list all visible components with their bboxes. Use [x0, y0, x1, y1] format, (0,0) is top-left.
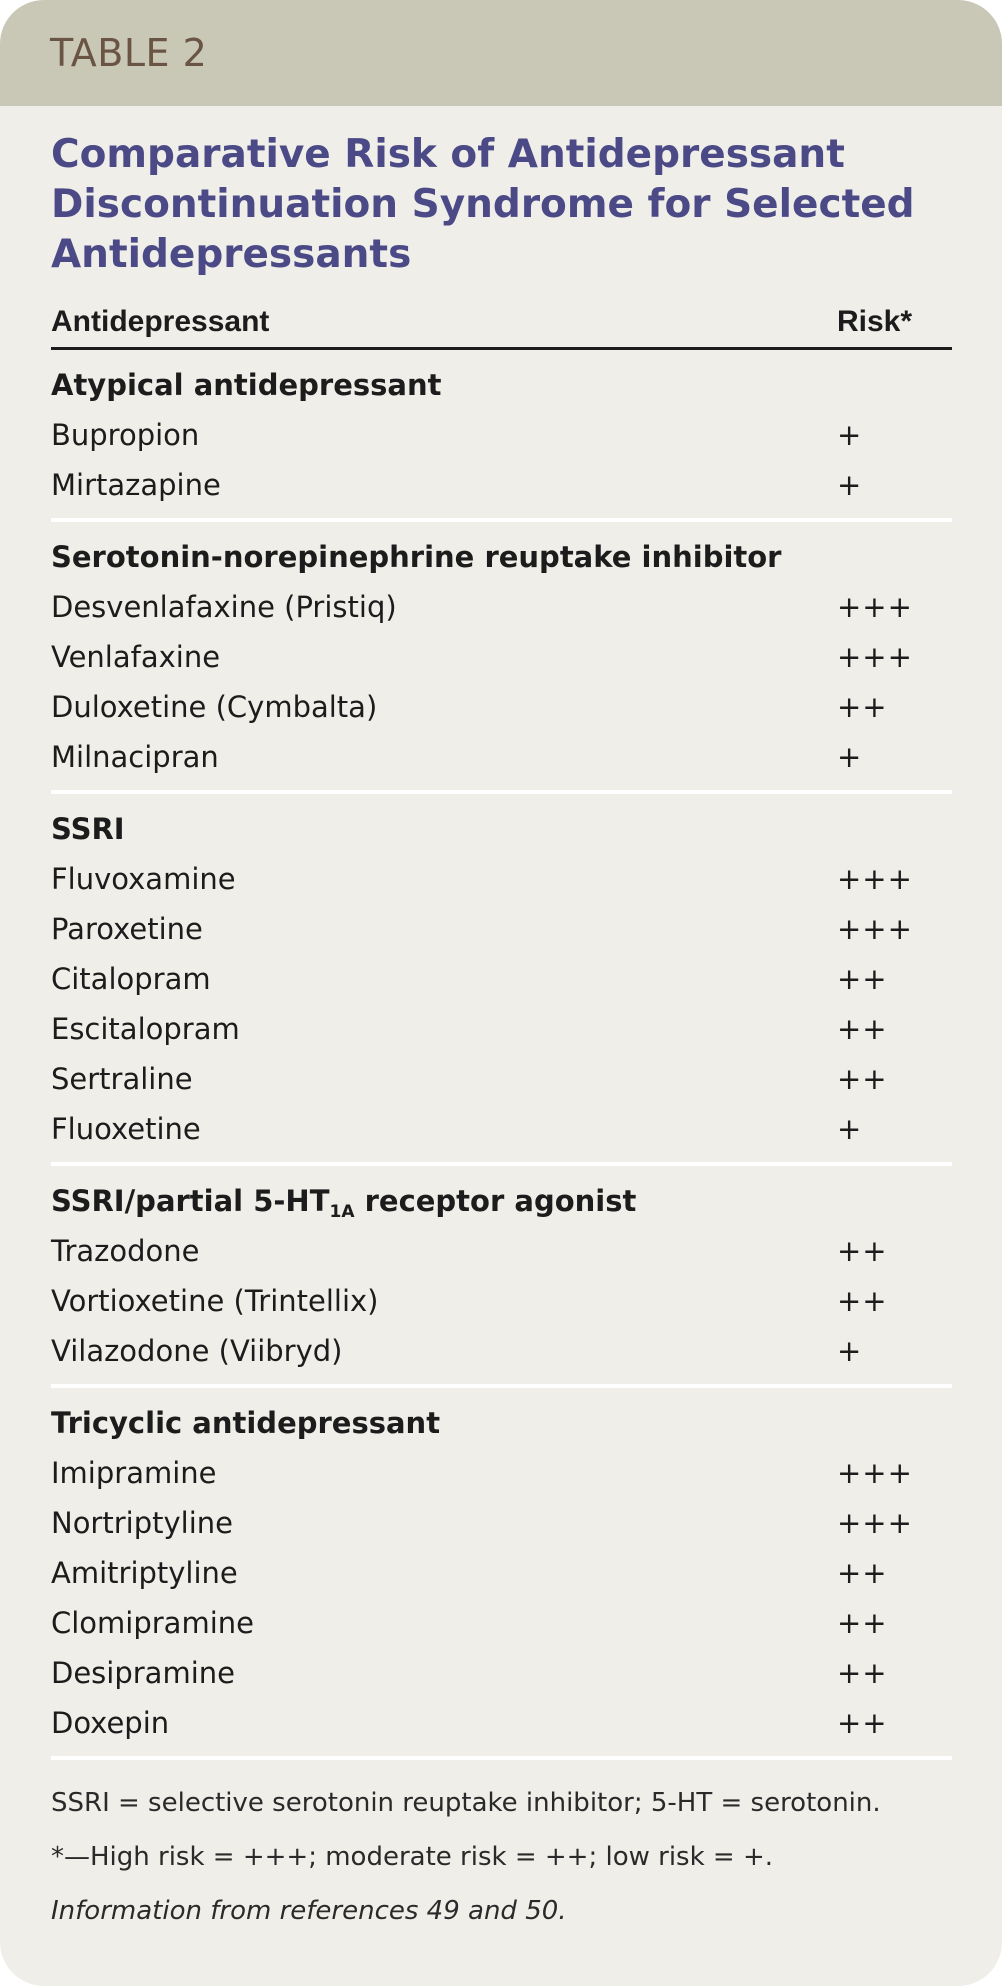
table-label: TABLE 2 [50, 31, 208, 75]
group-title-post: receptor agonist [354, 1184, 637, 1218]
risk-value: ++ [837, 1284, 888, 1318]
table-row [51, 1054, 952, 1104]
group-ssri [51, 804, 952, 1154]
risk-value: ++ [837, 1556, 888, 1590]
risk-value: ++ [837, 1706, 888, 1740]
drug-name: Doxepin [51, 1706, 170, 1740]
drug-name: Sertraline [51, 1062, 193, 1096]
risk-value: + [837, 418, 863, 452]
drug-name: Imipramine [51, 1456, 217, 1490]
table-row [51, 410, 952, 460]
column-header-row [51, 302, 952, 350]
risk-value: ++ [837, 1012, 888, 1046]
group-divider [51, 518, 952, 522]
table-row [51, 1698, 952, 1748]
drug-name: Clomipramine [51, 1606, 254, 1640]
risk-value: ++ [837, 1656, 888, 1690]
table-row [51, 1648, 952, 1698]
footnote-abbreviations: SSRI = selective serotonin reuptake inhibitor; 5-HT = serotonin. [51, 1788, 881, 1818]
drug-name: Desvenlafaxine (Pristiq) [51, 590, 397, 624]
table-row [51, 1104, 952, 1154]
drug-name: Trazodone [51, 1234, 200, 1268]
table-row [51, 1448, 952, 1498]
drug-name: Mirtazapine [51, 468, 221, 502]
risk-value: ++ [837, 1606, 888, 1640]
drug-name: Milnacipran [51, 740, 219, 774]
group-divider [51, 790, 952, 794]
group-snri [51, 532, 952, 782]
risk-value: ++ [837, 962, 888, 996]
table-footnotes [51, 1776, 952, 1938]
footnote-source: Information from references 49 and 50. [51, 1896, 567, 1926]
group-title: SSRI [51, 812, 125, 846]
drug-name: Bupropion [51, 418, 200, 452]
group-ssri-partial-agonist [51, 1176, 952, 1376]
drug-name: Fluoxetine [51, 1112, 201, 1146]
group-title-subscript: 1A [329, 1202, 355, 1222]
risk-value: +++ [837, 862, 913, 896]
table-row [51, 1226, 952, 1276]
footnote-risk-key: *—High risk = +++; moderate risk = ++; low risk = +. [51, 1842, 774, 1872]
table-row [51, 854, 952, 904]
table-content [51, 302, 952, 1760]
group-title: Tricyclic antidepressant [51, 1406, 441, 1440]
table-row [51, 582, 952, 632]
table-row [51, 1598, 952, 1648]
table-row [51, 904, 952, 954]
column-header-antidepressant: Antidepressant [51, 305, 270, 338]
table-row [51, 1498, 952, 1548]
risk-value: + [837, 1334, 863, 1368]
risk-value: +++ [837, 1506, 913, 1540]
table-row [51, 460, 952, 510]
group-atypical [51, 360, 952, 510]
risk-value: +++ [837, 590, 913, 624]
table-row [51, 954, 952, 1004]
drug-name: Venlafaxine [51, 640, 221, 674]
table-row [51, 682, 952, 732]
column-header-risk: Risk* [837, 305, 913, 338]
risk-value: +++ [837, 912, 913, 946]
drug-name: Duloxetine (Cymbalta) [51, 690, 378, 724]
risk-value: +++ [837, 640, 913, 674]
group-divider [51, 1384, 952, 1388]
risk-value: ++ [837, 1062, 888, 1096]
group-title: Atypical antidepressant [51, 368, 442, 402]
group-tricyclic [51, 1398, 952, 1748]
drug-name: Desipramine [51, 1656, 235, 1690]
group-title [51, 1176, 952, 1226]
table-row [51, 1548, 952, 1598]
risk-value: + [837, 468, 863, 502]
table-header-band [0, 0, 1002, 106]
group-title-pre: SSRI/partial 5-HT [51, 1184, 330, 1218]
table-row [51, 1326, 952, 1376]
table-row [51, 1004, 952, 1054]
risk-value: ++ [837, 1234, 888, 1268]
group-title: Serotonin-norepinephrine reuptake inhibitor [51, 540, 782, 574]
risk-value: + [837, 1112, 863, 1146]
group-divider [51, 1756, 952, 1760]
drug-name: Citalopram [51, 962, 211, 996]
table-row [51, 1276, 952, 1326]
drug-name: Escitalopram [51, 1012, 240, 1046]
risk-value: + [837, 740, 863, 774]
drug-name: Nortriptyline [51, 1506, 233, 1540]
drug-name: Vilazodone (Viibryd) [51, 1334, 343, 1368]
drug-name: Vortioxetine (Trintellix) [51, 1284, 379, 1318]
table-row [51, 632, 952, 682]
drug-name: Amitriptyline [51, 1556, 238, 1590]
table-row [51, 732, 952, 782]
risk-value: +++ [837, 1456, 913, 1490]
group-divider [51, 1162, 952, 1166]
drug-name: Paroxetine [51, 912, 203, 946]
drug-name: Fluvoxamine [51, 862, 236, 896]
risk-value: ++ [837, 690, 888, 724]
table-title: Comparative Risk of Antidepressant Discontinuation Syndrome for Selected Antidepressants [51, 132, 915, 277]
